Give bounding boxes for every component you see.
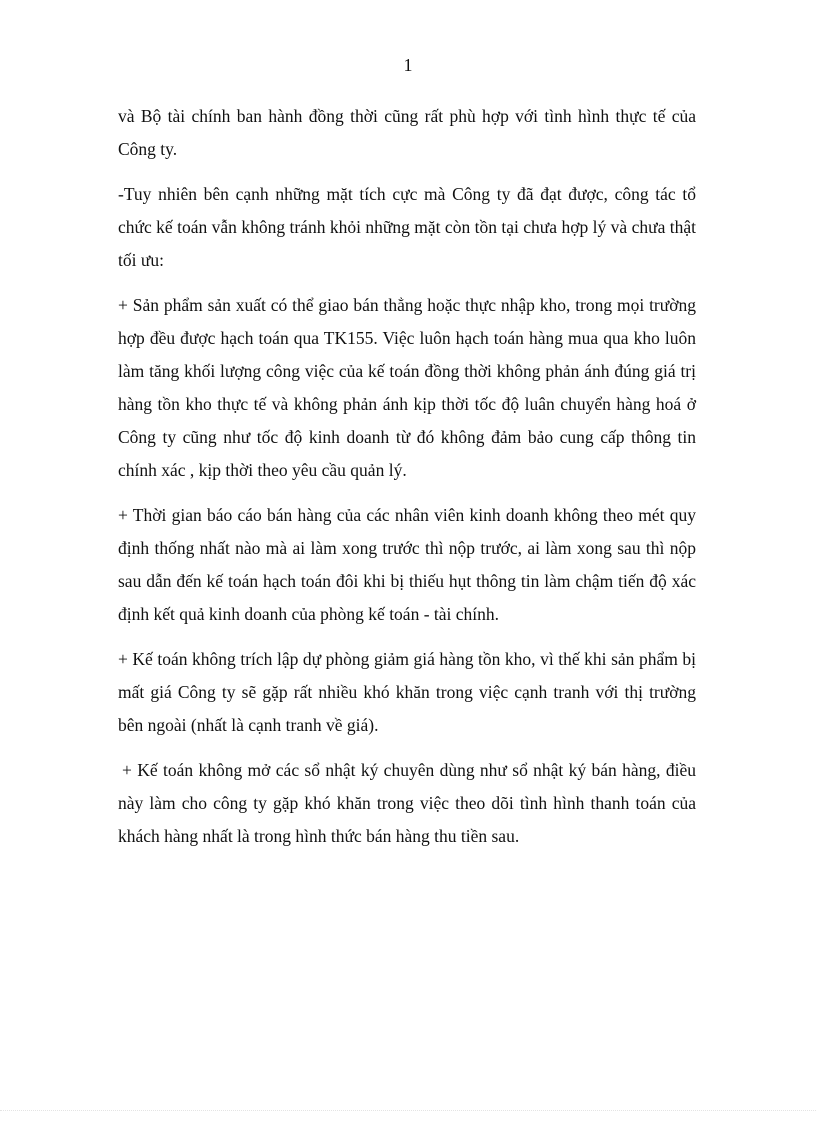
paragraph-special-journals: + Kế toán không mở các sổ nhật ký chuyên dùng như sổ nhật ký bán hàng, điều này làm cho công ty gặp khó khăn trong việc theo dõi tình hình thanh toán của khách hàng nhất là trong hình thức bán hàng thu tiền sau. (118, 760, 696, 846)
paragraph-limitations-intro: -Tuy nhiên bên cạnh những mặt tích cực mà Công ty đã đạt được, công tác tổ chức kế toán vẫn không tránh khỏi những mặt còn tồn tại chưa hợp lý và chưa thật tối ưu: (118, 184, 696, 270)
page-bottom-divider (0, 1110, 816, 1111)
page-number: 1 (403, 55, 413, 75)
paragraph-sales-report-timing: + Thời gian báo cáo bán hàng của các nhân viên kinh doanh không theo mét quy định thống nhất nào mà ai làm xong trước thì nộp trước, ai làm xong sau thì nộp sau dẫn đến kế toán hạch toán đôi khi bị thiếu hụt thông tin làm chậm tiến độ xác định kết quả kinh doanh của phòng kế toán - tài chính. (118, 505, 696, 624)
paragraph-intro-continuation: và Bộ tài chính ban hành đồng thời cũng rất phù hợp với tình hình thực tế của Công ty. (118, 106, 696, 159)
paragraph-tk155-issue: + Sản phẩm sản xuất có thể giao bán thẳng hoặc thực nhập kho, trong mọi trường hợp đều được hạch toán qua TK155. Việc luôn hạch toán hàng mua qua kho luôn làm tăng khối lượng công việc của kế toán đồng thời không phản ánh đúng giá trị hàng tồn kho thực tế và không phản ánh kịp thời tốc độ luân chuyển hàng hoá ở Công ty cũng như tốc độ kinh doanh từ đó không đảm bảo cung cấp thông tin chính xác , kịp thời theo yêu cầu quản lý. (118, 295, 696, 480)
paragraph-inventory-provision: + Kế toán không trích lập dự phòng giảm giá hàng tồn kho, vì thế khi sản phẩm bị mất giá Công ty sẽ gặp rất nhiều khó khăn trong việc cạnh tranh với thị trường bên ngoài (nhất là cạnh tranh về giá). (118, 649, 696, 735)
document-body (118, 100, 696, 865)
